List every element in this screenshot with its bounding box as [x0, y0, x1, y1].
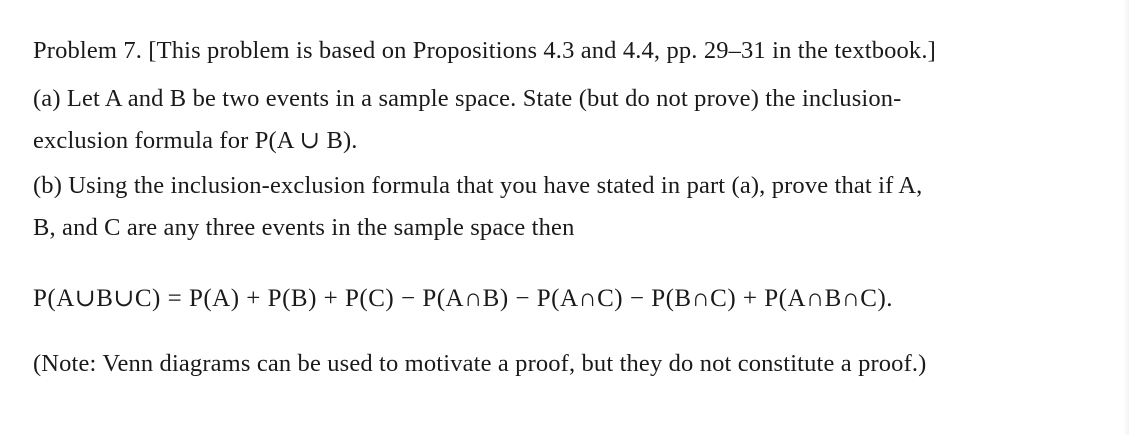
problem-heading: Problem 7. [This problem is based on Propositions 4.3 and 4.4, pp. 29–31 in the textbook.]	[33, 37, 936, 64]
page-edge-shadow	[1123, 0, 1129, 435]
part-b-text-line-2: B, and C are any three events in the sample space then	[33, 214, 575, 241]
part-a-text-line-1: (a) Let A and B be two events in a sample space. State (but do not prove) the inclusion-	[33, 85, 902, 112]
part-a-text-line-2: exclusion formula for P(A ∪ B).	[33, 127, 358, 154]
note-text: (Note: Venn diagrams can be used to motivate a proof, but they do not constitute a proof.)	[33, 350, 927, 377]
inclusion-exclusion-formula: P(A∪B∪C) = P(A) + P(B) + P(C) − P(A∩B) − P(A∩C) − P(B∩C) + P(A∩B∩C).	[33, 285, 894, 312]
part-b-text-line-1: (b) Using the inclusion-exclusion formula that you have stated in part (a), prove that if A,	[33, 172, 923, 199]
